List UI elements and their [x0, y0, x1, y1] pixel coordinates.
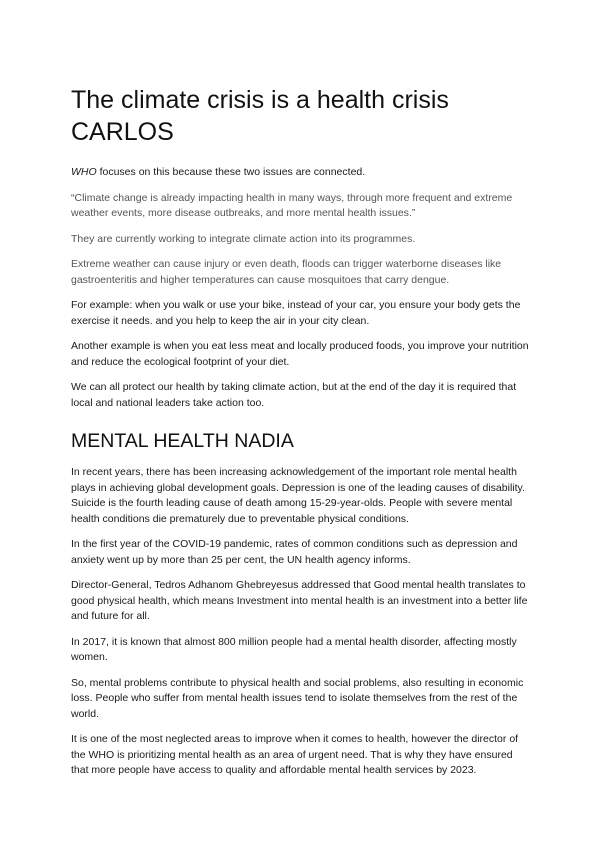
- title-line-1: The climate crisis is a health crisis: [71, 86, 449, 114]
- weather-paragraph: Extreme weather can cause injury or even death, floods can trigger waterborne diseases like gastroenteritis and higher temperatures can cause mosquitoes that carry dengue.: [71, 258, 502, 286]
- document-page: [71, 84, 531, 789]
- intro-text: focuses on this because these two issues are connected.: [96, 166, 366, 178]
- intro-who: WHO: [71, 166, 97, 178]
- example-diet-paragraph: Another example is when you eat less meat and locally produced foods, you improve your nutrition and reduce the ecological footprint of your diet.: [71, 340, 529, 368]
- mental-health-paragraph-3: Director-General, Tedros Adhanom Ghebreyesus addressed that Good mental health translates to good physical health, which means Investment into mental health is an investment into a better life and future for all.: [71, 579, 528, 622]
- mental-health-paragraph-2: In the first year of the COVID-19 pandemic, rates of common conditions such as depression and anxiety went up by more than 25 per cent, the UN health agency informs.: [71, 538, 518, 566]
- working-paragraph: They are currently working to integrate climate action into its programmes.: [71, 232, 416, 245]
- page-title: [71, 84, 531, 148]
- section-heading-mental-health: MENTAL HEALTH NADIA: [71, 430, 294, 452]
- mental-health-paragraph-6: It is one of the most neglected areas to improve when it comes to health, however the director of the WHO is prioritizing mental health as an area of urgent need. That is why they have ensured that more people have access to quality and affordable mental health services by 2023.: [71, 733, 519, 776]
- mental-health-paragraph-1: In recent years, there has been increasing acknowledgement of the important role mental health plays in achieving global development goals. Depression is one of the leading causes of disability. Suicide is the fourth leading cause of death among 15-29-year-olds. People with severe mental health conditions die prematurely due to preventable physical conditions.: [71, 466, 525, 525]
- example-walk-paragraph: For example: when you walk or use your bike, instead of your car, you ensure your body gets the exercise it needs. and you help to keep the air in your city clean.: [71, 299, 521, 327]
- title-line-2: CARLOS: [71, 118, 174, 146]
- intro-paragraph: [71, 165, 531, 181]
- mental-health-paragraph-4: In 2017, it is known that almost 800 million people had a mental health disorder, affecting mostly women.: [71, 635, 517, 663]
- protect-paragraph: We can all protect our health by taking climate action, but at the end of the day it is required that local and national leaders take action too.: [71, 381, 517, 409]
- mental-health-paragraph-5: So, mental problems contribute to physical health and social problems, also resulting in economic loss. People who suffer from mental health issues tend to isolate themselves from the rest of the world.: [71, 676, 524, 720]
- quote-paragraph: “Climate change is already impacting health in many ways, through more frequent and extreme weather events, more disease outbreaks, and more mental health issues.”: [71, 191, 513, 219]
